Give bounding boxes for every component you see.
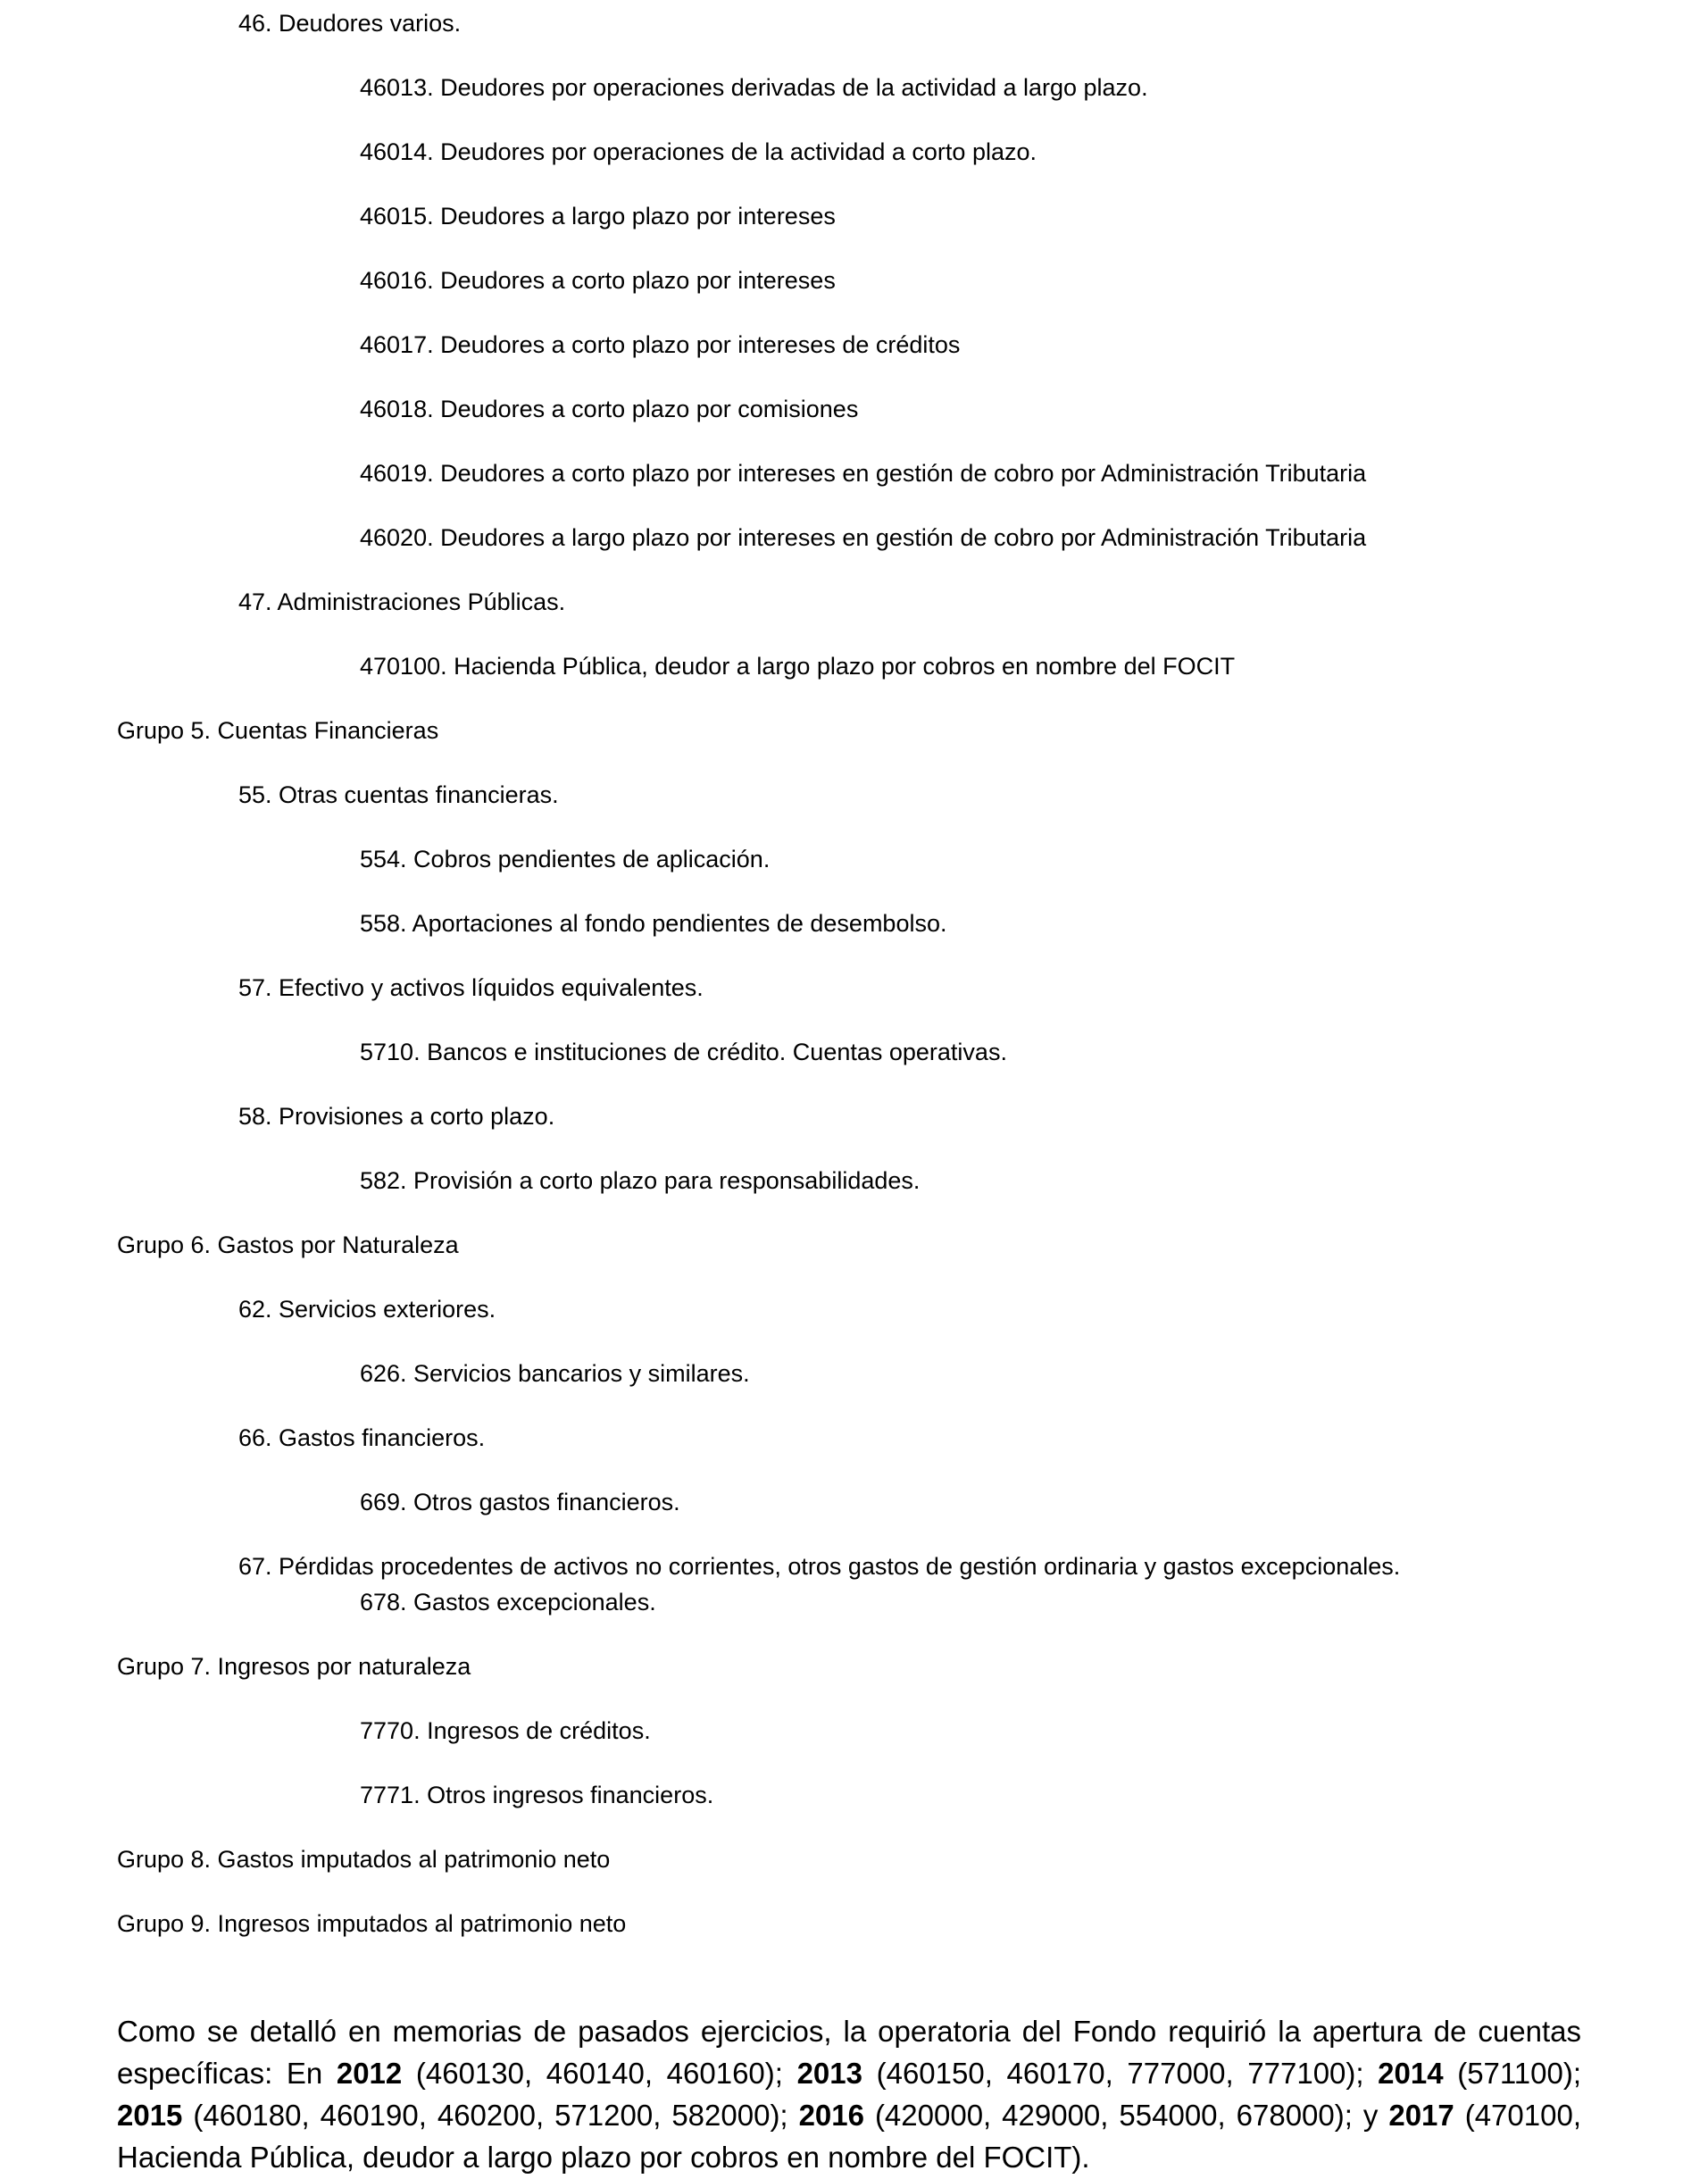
account-46014: 46014. Deudores por operaciones de la actividad a corto plazo. bbox=[360, 138, 1037, 165]
year-2014: 2014 bbox=[1378, 2057, 1444, 2090]
paragraph-text-3: (460150, 460170, 777000, 777100); bbox=[862, 2057, 1379, 2090]
account-46020: 46020. Deudores a largo plazo por intereses en gestión de cobro por Administración Tributaria bbox=[360, 524, 1367, 551]
paragraph-text-2: (460130, 460140, 460160); bbox=[402, 2057, 797, 2090]
account-46018: 46018. Deudores a corto plazo por comisiones bbox=[360, 396, 859, 422]
account-5710: 5710. Bancos e instituciones de crédito. Cuentas operativas. bbox=[360, 1039, 1007, 1065]
account-626: 626. Servicios bancarios y similares. bbox=[360, 1360, 750, 1387]
account-58: 58. Provisiones a corto plazo. bbox=[238, 1103, 555, 1130]
year-2017: 2017 bbox=[1388, 2099, 1454, 2132]
account-46015: 46015. Deudores a largo plazo por intereses bbox=[360, 203, 836, 230]
group-9-heading: Grupo 9. Ingresos imputados al patrimonio neto bbox=[117, 1910, 627, 1937]
account-57: 57. Efectivo y activos líquidos equivalentes. bbox=[238, 974, 704, 1001]
group-6-heading: Grupo 6. Gastos por Naturaleza bbox=[117, 1231, 459, 1258]
closing-paragraph bbox=[117, 2010, 1581, 2178]
account-55: 55. Otras cuentas financieras. bbox=[238, 781, 559, 808]
account-582: 582. Provisión a corto plazo para responsabilidades. bbox=[360, 1167, 921, 1194]
paragraph-text-6: (420000, 429000, 554000, 678000); y bbox=[863, 2099, 1389, 2132]
account-46017: 46017. Deudores a corto plazo por intereses de créditos bbox=[360, 331, 961, 358]
year-2013: 2013 bbox=[796, 2057, 862, 2090]
account-678: 678. Gastos excepcionales. bbox=[360, 1589, 656, 1615]
account-669: 669. Otros gastos financieros. bbox=[360, 1489, 680, 1515]
account-46019: 46019. Deudores a corto plazo por intereses en gestión de cobro por Administración Tributaria bbox=[360, 460, 1367, 487]
account-46013: 46013. Deudores por operaciones derivadas de la actividad a largo plazo. bbox=[360, 74, 1148, 101]
account-47: 47. Administraciones Públicas. bbox=[238, 589, 566, 615]
group-7-heading: Grupo 7. Ingresos por naturaleza bbox=[117, 1653, 471, 1680]
account-558: 558. Aportaciones al fondo pendientes de desembolso. bbox=[360, 910, 947, 937]
account-67: 67. Pérdidas procedentes de activos no corrientes, otros gastos de gestión ordinaria y gastos excepcionales. bbox=[238, 1553, 1401, 1580]
account-66: 66. Gastos financieros. bbox=[238, 1424, 486, 1451]
paragraph-text-5: (460180, 460190, 460200, 571200, 582000); bbox=[182, 2099, 799, 2132]
account-554: 554. Cobros pendientes de aplicación. bbox=[360, 846, 771, 872]
group-5-heading: Grupo 5. Cuentas Financieras bbox=[117, 717, 439, 744]
account-7771: 7771. Otros ingresos financieros. bbox=[360, 1782, 714, 1808]
account-7770: 7770. Ingresos de créditos. bbox=[360, 1717, 651, 1744]
account-470100: 470100. Hacienda Pública, deudor a largo plazo por cobros en nombre del FOCIT bbox=[360, 653, 1236, 680]
paragraph-text-1: Como se detalló en memorias de pasados ejercicios, la operatoria del Fondo requirió la apertura de cuentas específicas: En bbox=[117, 2015, 1581, 2090]
account-46: 46. Deudores varios. bbox=[238, 10, 462, 37]
year-2015: 2015 bbox=[117, 2099, 183, 2132]
group-8-heading: Grupo 8. Gastos imputados al patrimonio neto bbox=[117, 1846, 611, 1873]
year-2012: 2012 bbox=[336, 2057, 403, 2090]
account-62: 62. Servicios exteriores. bbox=[238, 1296, 496, 1323]
paragraph-text-7: (470100, Hacienda Pública, deudor a largo plazo por cobros en nombre del FOCIT). bbox=[117, 2099, 1581, 2174]
paragraph-text-4: (571100); bbox=[1443, 2057, 1582, 2090]
account-46016: 46016. Deudores a corto plazo por intereses bbox=[360, 267, 836, 294]
year-2016: 2016 bbox=[798, 2099, 864, 2132]
